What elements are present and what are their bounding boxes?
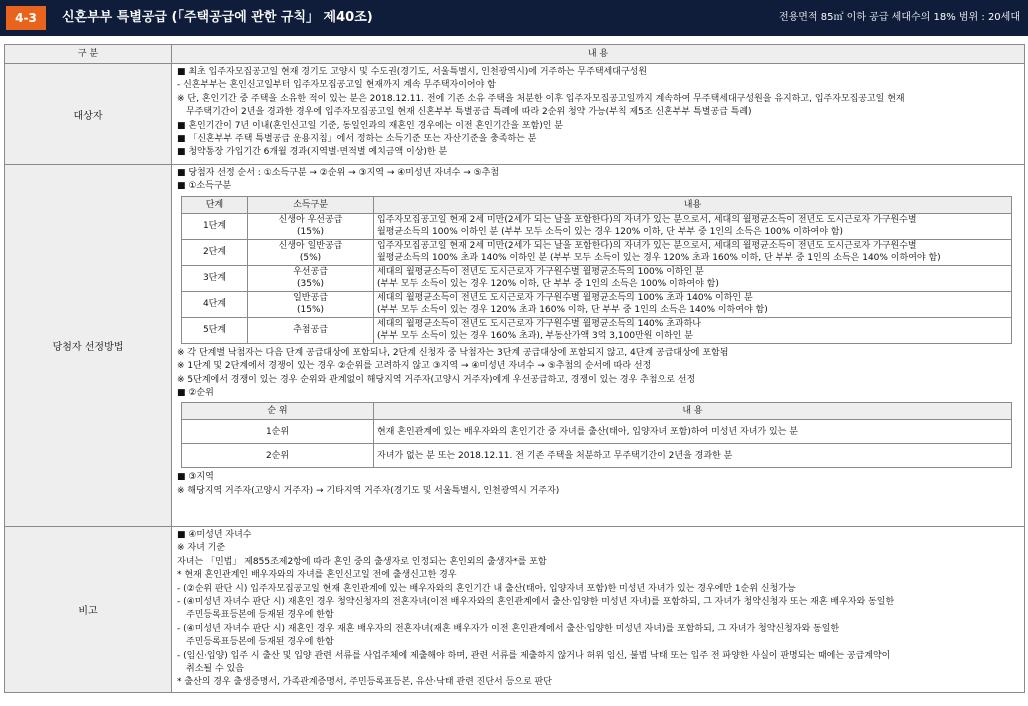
eligibility-content	[172, 64, 1025, 165]
col-header-content: 내 용	[172, 45, 1025, 64]
section-badge: 4-3	[6, 6, 46, 30]
desc-cell: 현재 혼인관계에 있는 배우자와의 혼인기간 중 자녀를 출산(태아, 입양자녀 포함)하여 미성년 자녀가 있는 분	[374, 420, 1012, 444]
text-line: ■ 「신혼부부 주택 특별공급 운용지침」에서 정하는 소득기준 또는 자산기준을 충족하는 분	[177, 134, 537, 145]
text-line: ■ 당첨자 선정 순서 : ①소득구분 → ②순위 → ③지역 → ④미성년 자녀수 → ⑤추첨	[177, 168, 500, 178]
text-line: 무주택기간이 2년을 경과한 경우에 입주자모집공고일 현재 신혼부부 특별공급 특례에 따라 2순위 청약 가능(부칙 제5조 신혼부부 특별공급 특례)	[186, 107, 752, 118]
income-col-kind: 소득구분	[248, 196, 374, 213]
text-line: ■ ②순위	[177, 388, 214, 399]
text-line: ※ 단, 혼인기간 중 주택을 소유한 적이 있는 분은 2018.12.11. 전에 기존 소유 주택을 처분한 이후 입주자모집공고일까지 계속하여 무주택세대구성원을 유지하고, 입주자모집공고일 현재	[177, 93, 905, 104]
stage-cell: 3단계	[182, 265, 248, 291]
rank-cell: 2순위	[182, 444, 374, 468]
table-row	[182, 291, 1012, 317]
row-label-selection: 당첨자 선정방법	[5, 165, 172, 527]
desc-cell: 입주자모집공고일 현재 2세 미만(2세가 되는 날을 포함한다)의 자녀가 있는 분으로서, 세대의 월평균소득이 전년도 도시근로자 가구원수별 월평균소득의 100% 이하인 분 (부부 모두 소득이 있는 경우 120% 이하, 단 부부 중 1인의 소득은 100% 이하여야 함)	[374, 213, 1012, 239]
col-header-category: 구 분	[5, 45, 172, 64]
table-row	[182, 265, 1012, 291]
stage-cell: 5단계	[182, 317, 248, 343]
table-row	[182, 420, 1012, 444]
rank-col-desc: 내 용	[374, 403, 1012, 420]
rank-col-rank: 순 위	[182, 403, 374, 420]
page-header	[0, 0, 1028, 36]
text-line: - (②순위 판단 시) 입주자모집공고일 현재 혼인관계에 있는 배우자와의 혼인기간 내 출산(태아, 입양자녀 포함)한 미성년 자녀가 있는 경우에만 1순위 신청가능	[177, 583, 796, 594]
section-title: 신혼부부 특별공급 (「주택공급에 관한 규칙」 제40조)	[62, 10, 373, 25]
text-line: ■ ③지역	[177, 472, 214, 483]
desc-cell: 세대의 월평균소득이 전년도 도시근로자 가구원수별 월평균소득의 100% 이하인 분 (부부 모두 소득이 있는 경우 120% 이하, 단 부부 중 1인의 소득은 100% 이하여야 함)	[374, 265, 1012, 291]
text-line: ■ ④미성년 자녀수	[177, 530, 252, 540]
stage-cell: 2단계	[182, 239, 248, 265]
table-row	[182, 239, 1012, 265]
kind-cell: 신생아 우선공급 (15%)	[248, 213, 374, 239]
income-col-stage: 단계	[182, 196, 248, 213]
text-line: 주민등록표등본에 등재된 경우에 한함	[186, 637, 334, 648]
text-line: ■ 최초 입주자모집공고일 현재 경기도 고양시 및 수도권(경기도, 서울특별시, 인천광역시)에 거주하는 무주택세대구성원	[177, 67, 648, 77]
desc-cell: 세대의 월평균소득이 전년도 도시근로자 가구원수별 월평균소득의 140% 초과하나 (부부 모두 소득이 있는 경우 160% 초과), 부동산가액 3억 3,100만원 이하인 분	[374, 317, 1012, 343]
kind-cell: 우선공급 (35%)	[248, 265, 374, 291]
kind-cell: 추첨공급	[248, 317, 374, 343]
text-line: ■ 청약통장 가입기간 6개월 경과(지역별·면적별 예치금액 이상)한 분	[177, 147, 448, 158]
text-line: - (④미성년 자녀수 판단 시) 재혼인 경우 재혼 배우자의 전혼자녀(재혼 배우자가 이전 혼인관계에서 출산·입양한 미성년 자녀)를 포함하되, 그 자녀가 청약신청자와 동일한	[177, 623, 840, 634]
desc-cell: 자녀가 없는 분 또는 2018.12.11. 전 기존 주택을 처분하고 무주택기간이 2년을 경과한 분	[374, 444, 1012, 468]
desc-cell: 입주자모집공고일 현재 2세 미만(2세가 되는 날을 포함한다)의 자녀가 있는 분으로서, 세대의 월평균소득이 전년도 도시근로자 가구원수별 월평균소득의 100% 초과 140% 이하인 분 (부부 모두 소득이 있는 경우 120% 초과 160% 이하, 단 부부 중 1인의 소득은 140% 이하여야 함)	[374, 239, 1012, 265]
text-line: ■ ①소득구분	[177, 181, 232, 192]
selection-content	[172, 165, 1025, 527]
table-row	[182, 317, 1012, 343]
text-line: ■ 혼인기간이 7년 이내(혼인신고일 기준, 동일인과의 재혼인 경우에는 이전 혼인기간을 포함)인 분	[177, 120, 563, 131]
text-line: 주민등록표등본에 등재된 경우에 한함	[186, 610, 334, 621]
text-line: 자녀는 「민법」 제855조제2항에 따라 혼인 중의 출생자로 인정되는 혼인외의 출생자*를 포함	[177, 556, 547, 567]
text-line: ※ 1단계 및 2단계에서 경쟁이 있는 경우 ②순위를 고려하지 않고 ③지역 → ④미성년 자녀수 → ⑤추첨의 순서에 따라 선정	[177, 361, 652, 372]
text-line: 취소될 수 있음	[186, 664, 244, 675]
text-line: - (임신·입양) 입주 시 출산 및 입양 관련 서류를 사업주체에 제출해야 하며, 관련 서류를 제출하지 않거나 허위 임신, 불법 낙태 또는 입주 전 파양한 사실이 판명되는 때에는 공급계약이	[177, 650, 891, 661]
stage-cell: 4단계	[182, 291, 248, 317]
desc-cell: 세대의 월평균소득이 전년도 도시근로자 가구원수별 월평균소득의 100% 초과 140% 이하인 분 (부부 모두 소득이 있는 경우 120% 초과 160% 이하, 단 부부 중 1인의 소득은 140% 이하여야 함)	[374, 291, 1012, 317]
text-line: ※ 해당지역 거주자(고양시 거주자) → 기타지역 거주자(경기도 및 서울특별시, 인천광역시 거주자)	[177, 485, 560, 496]
text-line: * 출산의 경우 출생증명서, 가족관계증명서, 주민등록표등본, 유산·낙태 관련 진단서 등으로 판단	[177, 677, 552, 688]
text-line: ※ 5단계에서 경쟁이 있는 경우 순위와 관계없이 해당지역 거주자(고양시 거주자)에게 우선공급하고, 경쟁이 있는 경우 추첨으로 선정	[177, 374, 696, 385]
text-line: - (④미성년 자녀수 판단 시) 재혼인 경우 청약신청자의 전혼자녀(이전 배우자와의 혼인관계에서 출산·입양한 미성년 자녀)를 포함하되, 그 자녀가 청약신청자 또는 재혼 배우자와 동일한	[177, 597, 895, 608]
remarks-content	[172, 527, 1025, 693]
supply-rules-table	[4, 44, 1025, 693]
row-label-eligibility: 대상자	[5, 64, 172, 165]
row-label-remarks: 비고	[5, 527, 172, 693]
text-line: ※ 각 단계별 낙첨자는 다음 단계 공급대상에 포함되나, 2단계 신청자 중 낙첨자는 3단계 공급대상에 포함되지 않고, 4단계 공급대상에 포함됨	[177, 347, 729, 358]
income-table	[181, 196, 1012, 344]
kind-cell: 일반공급 (15%)	[248, 291, 374, 317]
table-row	[182, 213, 1012, 239]
text-line: ※ 자녀 기준	[177, 543, 226, 554]
rank-cell: 1순위	[182, 420, 374, 444]
kind-cell: 신생아 일반공급 (5%)	[248, 239, 374, 265]
income-col-desc: 내용	[374, 196, 1012, 213]
rank-table	[181, 402, 1012, 468]
stage-cell: 1단계	[182, 213, 248, 239]
table-row	[182, 444, 1012, 468]
text-line: - 신혼부부는 혼인신고일부터 입주자모집공고일 현재까지 계속 무주택자이어야 함	[177, 80, 496, 91]
supply-summary: 전용면적 85㎡ 이하 공급 세대수의 18% 범위 : 20세대	[778, 12, 1020, 23]
text-line: * 현재 혼인관계인 배우자와의 자녀를 혼인신고일 전에 출생신고한 경우	[177, 570, 457, 581]
